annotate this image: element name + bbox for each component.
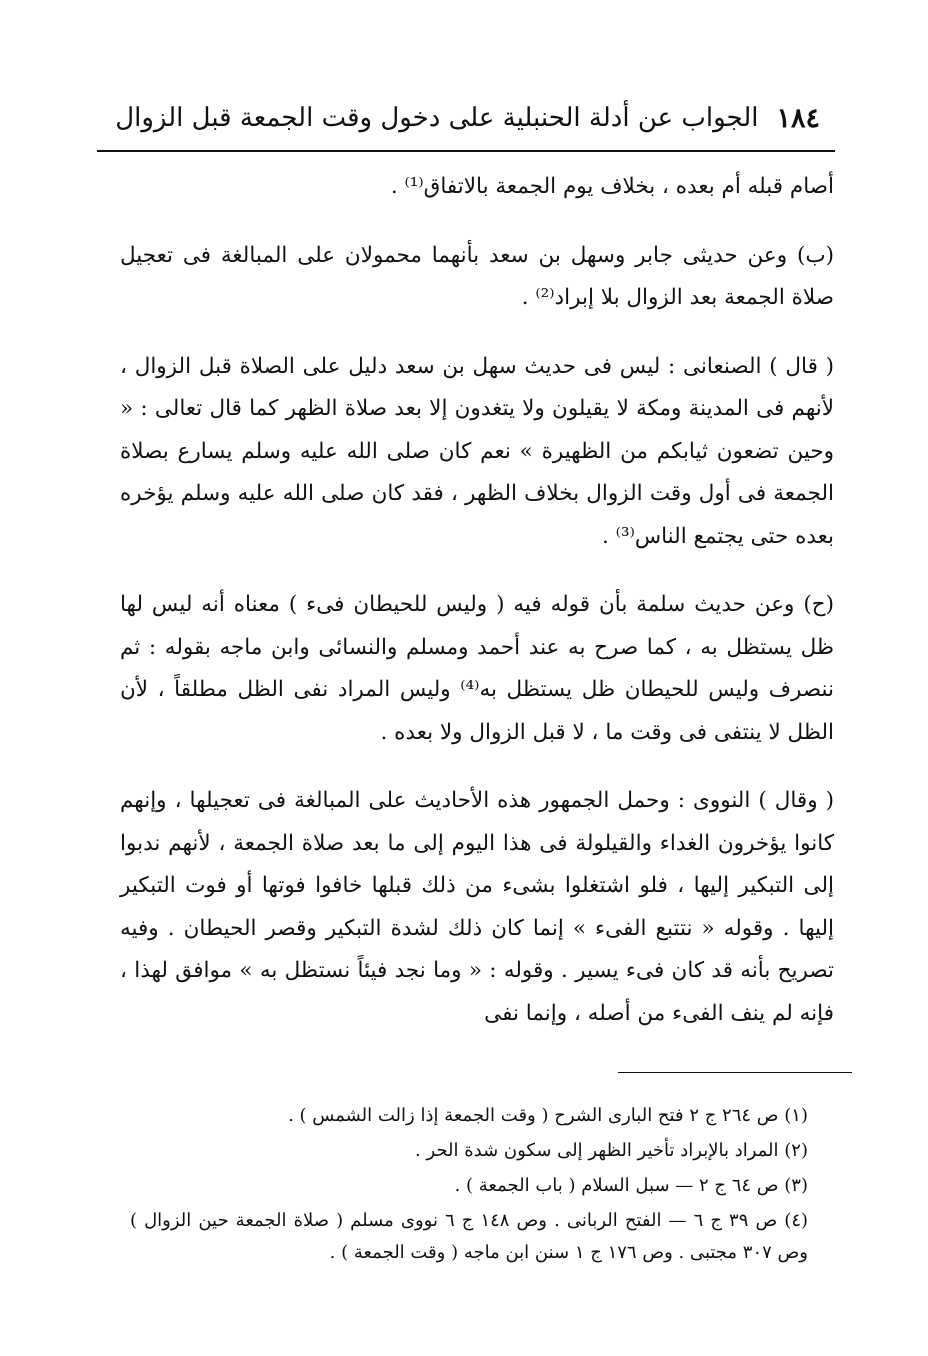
main-text (120, 166, 834, 1057)
running-title: الجواب عن أدلة الحنبلية على دخول وقت الجمعة قبل الزوال (115, 103, 759, 133)
paragraph-3: ( قال ) الصنعانى : ليس فى حديث سهل بن سعد دليل على الصلاة قبل الزوال ، لأنهم فى المدينة ومكة لا يقيلون ولا يتغدون إلا بعد صلاة الظهر كما قال تعالى : « وحين تضعون ثيابكم من الظهيرة » نعم كان صلى الله عليه وسلم يسارع بصلاة الجمعة فى أول وقت الزوال بخلاف الظهر ، فقد كان صلى الله عليه وسلم يؤخره بعده حتى يجتمع الناس⁽³⁾ . (120, 353, 834, 549)
footnote-2: (٢) المراد بالإبراد تأخير الظهر إلى سكون شدة الحر . (415, 1140, 808, 1161)
footnote-rule (618, 1072, 852, 1073)
paragraph-2: (ب) وعن حديثى جابر وسهل بن سعد بأنهما محمولان على المبالغة فى تعجيل صلاة الجمعة بعد الزوال بلا إبراد⁽²⁾ . (120, 242, 834, 310)
page-number: ١٨٤ (776, 102, 820, 134)
paragraph-5: ( وقال ) النووى : وحمل الجمهور هذه الأحاديث على المبالغة فى تعجيلها ، وإنهم كانوا يؤخرون الغداء والقيلولة فى هذا اليوم إلى ما بعد صلاة الجمعة ، لأنهم ندبوا إلى التبكير إليها ، فلو اشتغلوا بشىء من ذلك قبلها خافوا فوتها أو فوت التبكير إليها . وقوله « نتتبع الفىء » إنما كان ذلك لشدة التبكير وقصر الحيطان . وفيه تصريح بأنه قد كان فىء يسير . وقوله : « وما نجد فيئاً نستظل به » موافق لهذا ، فإنه لم ينف الفىء من أصله ، وإنما نفى (120, 788, 834, 1026)
footnote-1: (١) ص ٢٦٤ ج ٢ فتح البارى الشرح ( وقت الجمعة إذا زالت الشمس ) . (288, 1105, 808, 1126)
footnotes (130, 1100, 834, 1272)
header-rule (97, 150, 835, 152)
paragraph-1: أصام قبله أم بعده ، بخلاف يوم الجمعة بالاتفاق⁽¹⁾ . (390, 174, 834, 199)
footnote-4: (٤) ص ٣٩ ج ٦ — الفتح الربانى . وص ١٤٨ ج ٦ نووى مسلم ( صلاة الجمعة حين الزوال ) وص ٣٠٧ مجتبى . وص ١٧٦ ج ١ سنن ابن ماجه ( وقت الجمعة ) . (130, 1210, 809, 1263)
footnote-3: (٣) ص ٦٤ ج ٢ — سبل السلام ( باب الجمعة ) . (454, 1175, 808, 1196)
paragraph-4: (ح) وعن حديث سلمة بأن قوله فيه ( وليس للحيطان فىء ) معناه أنه ليس لها ظل يستظل به ، كما صرح به عند أحمد ومسلم والنسائى وابن ماجه بقوله : ثم ننصرف وليس للحيطان ظل يستظل به⁽⁴⁾ وليس المراد نفى الظل مطلقاً ، لأن الظل لا ينتفى فى وقت ما ، لا قبل الزوال ولا بعده . (120, 592, 834, 745)
running-header (115, 96, 820, 140)
